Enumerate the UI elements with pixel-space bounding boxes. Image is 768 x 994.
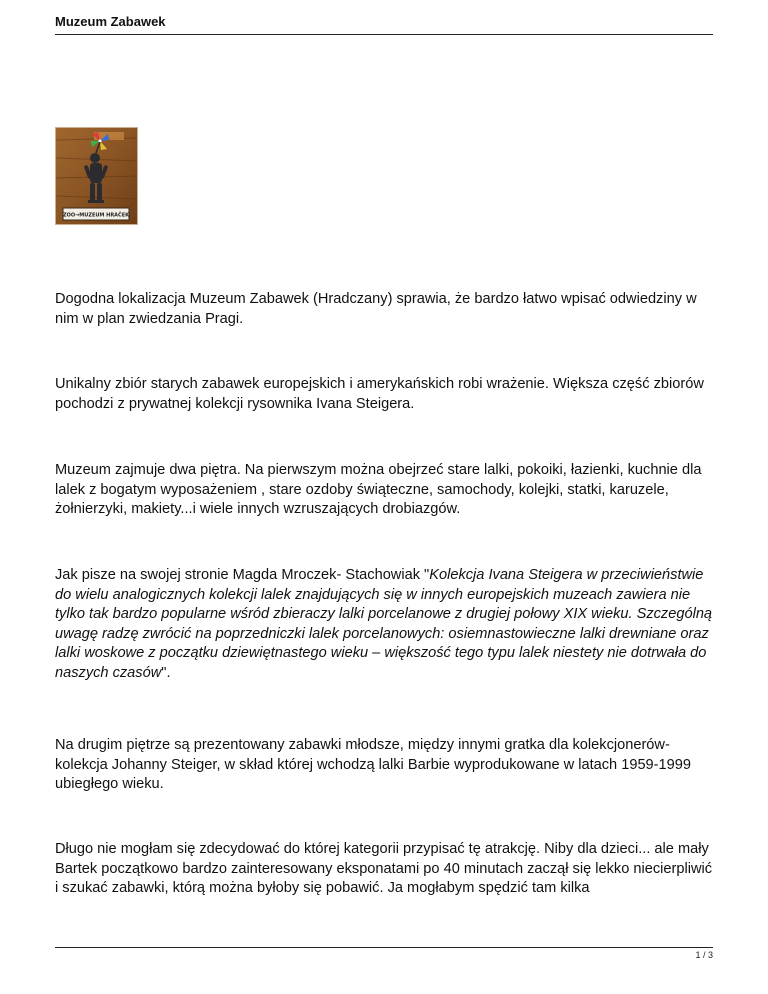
paragraph-first-floor: Muzeum zajmuje dwa piętra. Na pierwszym można obejrzeć stare lalki, pokoiki, łazienki, kuchnie dla lalek z bogatym wyposażeniem , stare ozdoby świąteczne, samochody, kolejki, statki, karuzele, żołnierzyki, makiety...i wiele innych wzruszających drobiazgów. bbox=[55, 462, 702, 517]
header-rule bbox=[55, 34, 713, 35]
paragraph-second-floor: Na drugim piętrze są prezentowany zabawki młodsze, między innymi gratka dla kolekcjonerów- kolekcja Johanny Steiger, w skład której wchodzą lalki Barbie wyprodukowane w latach 1959-1999 ubiegłego wieku. bbox=[55, 737, 691, 792]
quote-intro: Jak pisze na swojej stronie Magda Mroczek- Stachowiak " bbox=[55, 567, 430, 583]
sign-board-text: ZOO→MUZEUM HRAČEK bbox=[62, 212, 130, 219]
paragraph-opinion: Długo nie mogłam się zdecydować do której kategorii przypisać tę atrakcję. Niby dla dzieci... ale mały Bartek początkowo bardzo zainteresowany eksponatami po 40 minutach zaczął się lekko niecierpliwić i szukać zabawki, którą można byłoby się pobawić. Ja mogłabym spędzić tam kilka bbox=[55, 841, 713, 896]
paragraph-quote bbox=[55, 566, 715, 683]
paragraph-collection: Unikalny zbiór starych zabawek europejskich i amerykańskich robi wrażenie. Większa część zbiorów pochodzi z prywatnej kolekcji rysownika Ivana Steigera. bbox=[55, 376, 704, 412]
quote-text: Kolekcja Ivana Steigera w przeciwieństwie do wielu analogicznych kolekcji lalek znajdujących się w innych europejskich muzeach zawiera nie tylko tak bardzo popularne wśród zbieraczy lalki porcelanowe z drugiej połowy XIX wieku. Szczególną uwagę radzę zwrócić na poprzedniczki lalek porcelanowych: osiemnastowieczne lalki drewniane oraz lalki woskowe z początku dziewiętnastego wieku – większość tego typu lalek niestety nie dotrwała do naszych czasów bbox=[55, 567, 713, 681]
page-number: 1 / 3 bbox=[695, 950, 713, 960]
footer-rule bbox=[55, 947, 713, 948]
quote-close: ". bbox=[161, 664, 171, 681]
paragraph-location: Dogodna lokalizacja Muzeum Zabawek (Hradczany) sprawia, że bardzo łatwo wpisać odwiedziny w nim w plan zwiedzania Pragi. bbox=[55, 291, 697, 327]
museum-sign-photo bbox=[55, 127, 138, 225]
page-header-title: Muzeum Zabawek bbox=[55, 14, 166, 29]
